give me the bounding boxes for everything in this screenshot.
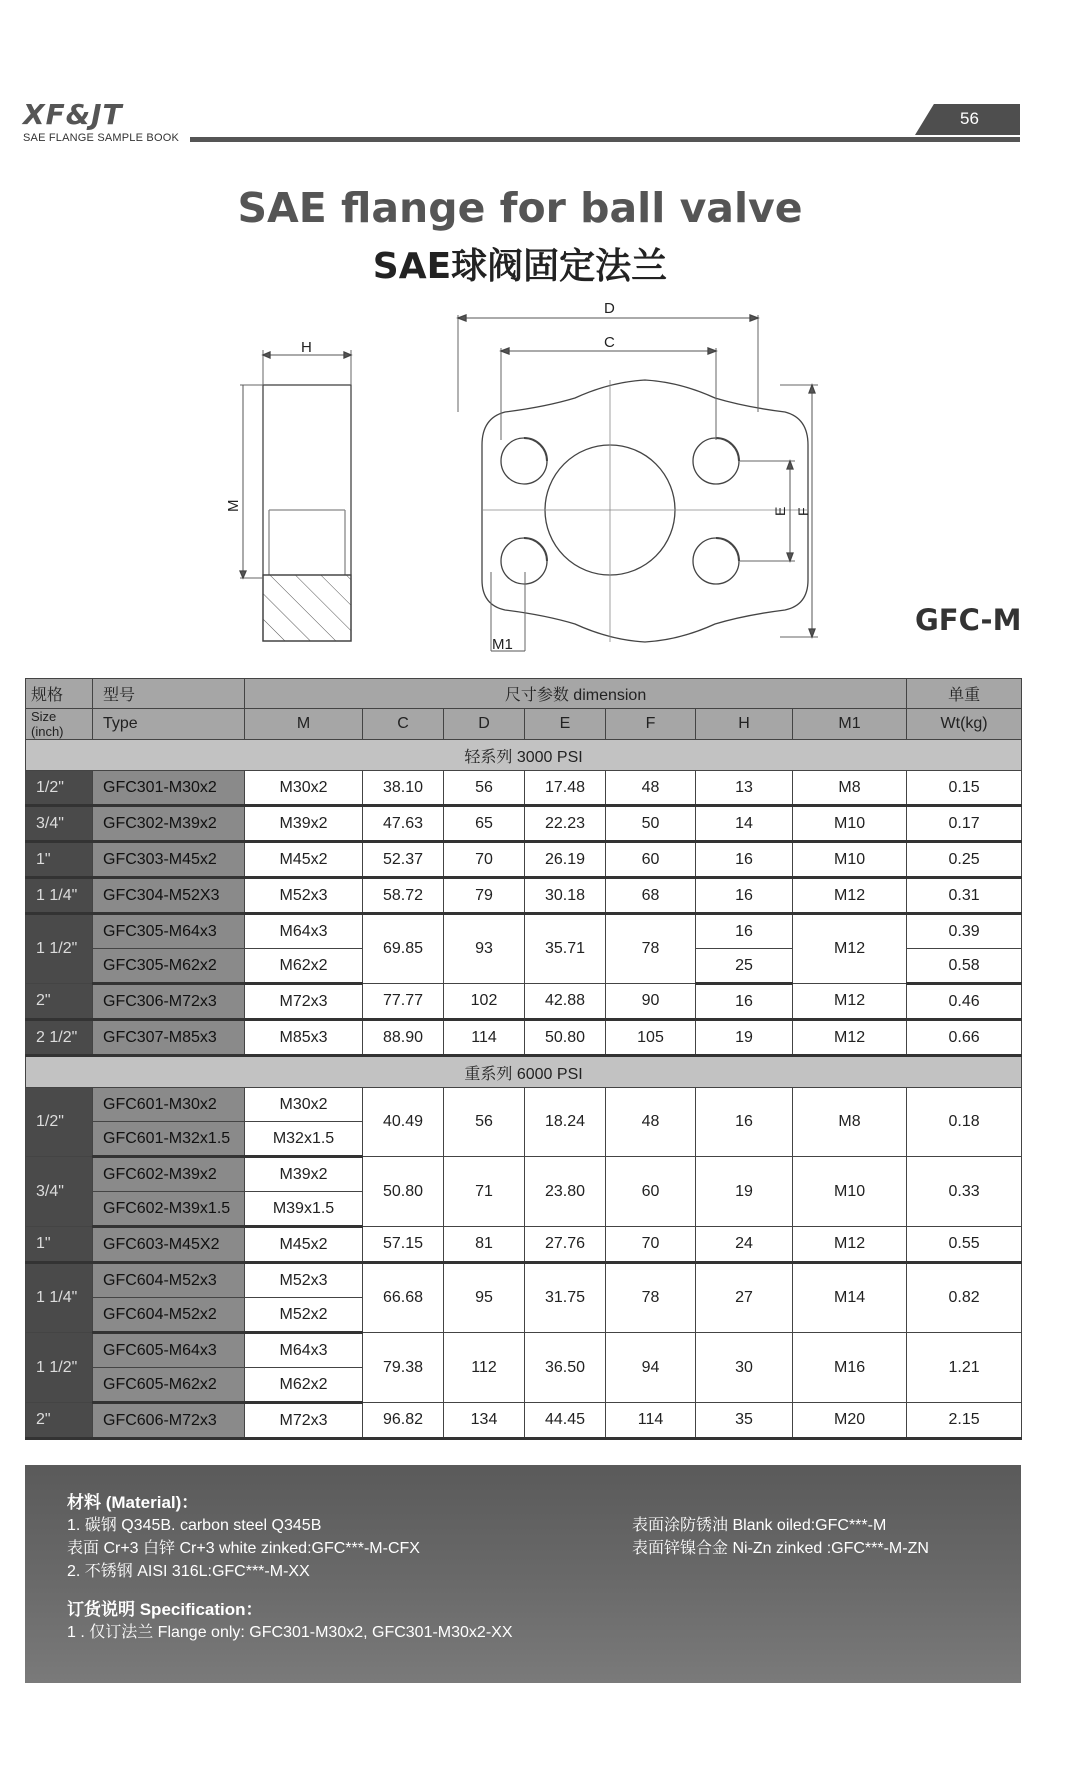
spec-line-1: 1 . 仅订法兰 Flange only: GFC301-M30x2, GFC301-M30x2-XX xyxy=(67,1624,513,1641)
dim-f-cell: 114 xyxy=(606,1403,696,1439)
dim-d-cell: 95 xyxy=(444,1263,525,1333)
dim-h-cell: 16 xyxy=(696,1088,793,1157)
model-code: GFC-M xyxy=(915,603,1022,637)
weight-cell: 0.82 xyxy=(907,1263,1022,1333)
dim-c-cell: 96.82 xyxy=(363,1403,444,1439)
bolt-m1-cell: M8 xyxy=(793,771,907,806)
dim-h-cell: 16 xyxy=(696,878,793,914)
section-header-row xyxy=(26,1056,1022,1088)
table-row xyxy=(26,771,1022,806)
header-type-cn: 型号 xyxy=(93,679,245,709)
thread-m-cell: M39x2 xyxy=(245,1157,363,1192)
type-cell: GFC304-M52X3 xyxy=(93,878,245,914)
weight-cell: 2.15 xyxy=(907,1403,1022,1439)
dim-e-cell: 42.88 xyxy=(525,984,606,1020)
dim-f-cell: 60 xyxy=(606,842,696,878)
weight-cell: 0.31 xyxy=(907,878,1022,914)
dim-d-cell: 56 xyxy=(444,771,525,806)
dim-c-cell: 58.72 xyxy=(363,878,444,914)
size-cell: 1 1/4" xyxy=(26,878,93,914)
dim-h-cell: 13 xyxy=(696,771,793,806)
dim-e-cell: 36.50 xyxy=(525,1333,606,1403)
dim-e-cell: 30.18 xyxy=(525,878,606,914)
type-cell: GFC604-M52x2 xyxy=(93,1298,245,1333)
bolt-m1-cell: M12 xyxy=(793,1020,907,1056)
type-cell: GFC602-M39x1.5 xyxy=(93,1192,245,1227)
header-rule xyxy=(190,137,1020,142)
dim-f-cell: 60 xyxy=(606,1157,696,1227)
material-line-2: 2. 不锈钢 AISI 316L:GFC***-M-XX xyxy=(67,1563,310,1580)
header-dimension: 尺寸参数 dimension xyxy=(245,679,907,709)
dim-d-cell: 112 xyxy=(444,1333,525,1403)
weight-cell: 1.21 xyxy=(907,1333,1022,1403)
brand-subtitle: SAE FLANGE SAMPLE BOOK xyxy=(23,132,180,144)
dim-e-cell: 44.45 xyxy=(525,1403,606,1439)
weight-cell: 0.33 xyxy=(907,1157,1022,1227)
dim-label-e: E xyxy=(772,506,788,516)
header-col-c: C xyxy=(363,709,444,740)
table-row xyxy=(26,1088,1022,1122)
front-view xyxy=(458,315,818,651)
dim-h-cell: 30 xyxy=(696,1333,793,1403)
thread-m-cell: M52x3 xyxy=(245,878,363,914)
dim-c-cell: 52.37 xyxy=(363,842,444,878)
table-row xyxy=(26,1403,1022,1439)
thread-m-cell: M39x2 xyxy=(245,806,363,842)
size-cell: 1/2" xyxy=(26,771,93,806)
dim-h-cell: 14 xyxy=(696,806,793,842)
header-weight-en: Wt(kg) xyxy=(907,709,1022,740)
dim-d-cell: 102 xyxy=(444,984,525,1020)
dim-f-cell: 70 xyxy=(606,1227,696,1263)
weight-cell: 0.17 xyxy=(907,806,1022,842)
size-cell: 3/4" xyxy=(26,1157,93,1227)
dim-e-cell: 35.71 xyxy=(525,914,606,984)
type-cell: GFC606-M72x3 xyxy=(93,1403,245,1439)
dim-h-cell: 16 xyxy=(696,842,793,878)
type-cell: GFC301-M30x2 xyxy=(93,771,245,806)
type-cell: GFC601-M30x2 xyxy=(93,1088,245,1122)
table-row xyxy=(26,1020,1022,1056)
thread-m-cell: M32x1.5 xyxy=(245,1122,363,1157)
size-cell: 1" xyxy=(26,1227,93,1263)
spec-title: 订货说明 Specification： xyxy=(67,1600,263,1619)
dim-c-cell: 40.49 xyxy=(363,1088,444,1157)
dim-d-cell: 71 xyxy=(444,1157,525,1227)
dim-e-cell: 18.24 xyxy=(525,1088,606,1157)
dim-f-cell: 48 xyxy=(606,1088,696,1157)
dim-e-cell: 50.80 xyxy=(525,1020,606,1056)
table-row xyxy=(26,984,1022,1020)
dim-f-cell: 50 xyxy=(606,806,696,842)
type-cell: GFC605-M62x2 xyxy=(93,1368,245,1403)
dim-c-cell: 47.63 xyxy=(363,806,444,842)
dim-e-cell: 27.76 xyxy=(525,1227,606,1263)
surface-line-2: 表面锌镍合金 Ni-Zn zinked :GFC***-M-ZN xyxy=(632,1540,929,1557)
dim-e-cell: 31.75 xyxy=(525,1263,606,1333)
dim-f-cell: 90 xyxy=(606,984,696,1020)
dim-f-cell: 78 xyxy=(606,914,696,984)
size-cell: 1" xyxy=(26,842,93,878)
side-view xyxy=(240,350,351,641)
type-cell: GFC601-M32x1.5 xyxy=(93,1122,245,1157)
bolt-m1-cell: M10 xyxy=(793,806,907,842)
dim-e-cell: 17.48 xyxy=(525,771,606,806)
type-cell: GFC307-M85x3 xyxy=(93,1020,245,1056)
material-line-1b: 表面 Cr+3 白锌 Cr+3 white zinked:GFC***-M-CFX xyxy=(67,1540,420,1557)
type-cell: GFC303-M45x2 xyxy=(93,842,245,878)
type-cell: GFC305-M64x3 xyxy=(93,914,245,949)
dim-d-cell: 134 xyxy=(444,1403,525,1439)
bolt-m1-cell: M8 xyxy=(793,1088,907,1157)
dim-d-cell: 65 xyxy=(444,806,525,842)
thread-m-cell: M30x2 xyxy=(245,771,363,806)
table-row xyxy=(26,806,1022,842)
type-cell: GFC306-M72x3 xyxy=(93,984,245,1020)
bolt-m1-cell: M10 xyxy=(793,1157,907,1227)
bolt-m1-cell: M12 xyxy=(793,984,907,1020)
size-cell: 1 1/2" xyxy=(26,914,93,984)
dim-h-cell: 16 xyxy=(696,914,793,949)
weight-cell: 0.39 xyxy=(907,914,1022,949)
material-line-1: 1. 碳钢 Q345B. carbon steel Q345B xyxy=(67,1517,322,1534)
dim-e-cell: 23.80 xyxy=(525,1157,606,1227)
page-number: 56 xyxy=(960,109,979,128)
table-row xyxy=(26,878,1022,914)
bolt-m1-cell: M12 xyxy=(793,1227,907,1263)
dim-label-h: H xyxy=(301,339,312,356)
bolt-m1-cell: M20 xyxy=(793,1403,907,1439)
table-row xyxy=(26,914,1022,949)
type-cell: GFC302-M39x2 xyxy=(93,806,245,842)
header-col-e: E xyxy=(525,709,606,740)
thread-m-cell: M64x3 xyxy=(245,1333,363,1368)
dim-label-m: M xyxy=(225,499,242,512)
thread-m-cell: M62x2 xyxy=(245,1368,363,1403)
size-cell: 2 1/2" xyxy=(26,1020,93,1056)
dim-f-cell: 78 xyxy=(606,1263,696,1333)
dim-d-cell: 79 xyxy=(444,878,525,914)
bolt-m1-cell: M12 xyxy=(793,914,907,984)
size-cell: 3/4" xyxy=(26,806,93,842)
dim-d-cell: 81 xyxy=(444,1227,525,1263)
thread-m-cell: M52x2 xyxy=(245,1298,363,1333)
thread-m-cell: M45x2 xyxy=(245,842,363,878)
type-cell: GFC305-M62x2 xyxy=(93,949,245,984)
weight-cell: 0.18 xyxy=(907,1088,1022,1157)
dim-h-cell: 16 xyxy=(696,984,793,1020)
bolt-m1-cell: M12 xyxy=(793,878,907,914)
thread-m-cell: M30x2 xyxy=(245,1088,363,1122)
bolt-m1-cell: M14 xyxy=(793,1263,907,1333)
size-cell: 1 1/2" xyxy=(26,1333,93,1403)
dim-h-cell: 27 xyxy=(696,1263,793,1333)
section-title: 轻系列 3000 PSI xyxy=(26,740,1022,771)
thread-m-cell: M45x2 xyxy=(245,1227,363,1263)
section-header-row xyxy=(26,740,1022,771)
table-row xyxy=(26,1157,1022,1192)
bolt-m1-cell: M16 xyxy=(793,1333,907,1403)
dim-label-d: D xyxy=(604,300,615,317)
dim-d-cell: 56 xyxy=(444,1088,525,1157)
thread-m-cell: M72x3 xyxy=(245,984,363,1020)
header-type-en: Type xyxy=(93,709,245,740)
dim-c-cell: 57.15 xyxy=(363,1227,444,1263)
dim-c-cell: 66.68 xyxy=(363,1263,444,1333)
page-title-cn: SAE球阀固定法兰 xyxy=(372,246,668,287)
type-cell: GFC605-M64x3 xyxy=(93,1333,245,1368)
type-cell: GFC603-M45X2 xyxy=(93,1227,245,1263)
dim-f-cell: 94 xyxy=(606,1333,696,1403)
dim-c-cell: 38.10 xyxy=(363,771,444,806)
header-weight-cn: 单重 xyxy=(907,679,1022,709)
page-title-en: SAE flange for ball valve xyxy=(237,184,803,232)
weight-cell: 0.46 xyxy=(907,984,1022,1020)
thread-m-cell: M72x3 xyxy=(245,1403,363,1439)
dim-h-cell: 35 xyxy=(696,1403,793,1439)
dim-c-cell: 77.77 xyxy=(363,984,444,1020)
header-size-en: Size (inch) xyxy=(26,709,93,740)
dim-h-cell: 19 xyxy=(696,1157,793,1227)
info-box xyxy=(25,1465,1021,1683)
thread-m-cell: M64x3 xyxy=(245,914,363,949)
weight-cell: 0.58 xyxy=(907,949,1022,984)
dim-e-cell: 26.19 xyxy=(525,842,606,878)
dim-c-cell: 79.38 xyxy=(363,1333,444,1403)
dim-d-cell: 70 xyxy=(444,842,525,878)
header-col-f: F xyxy=(606,709,696,740)
header-col-h: H xyxy=(696,709,793,740)
bolt-m1-cell: M10 xyxy=(793,842,907,878)
thread-m-cell: M52x3 xyxy=(245,1263,363,1298)
spec-table xyxy=(25,678,1022,1440)
header-col-m: M xyxy=(245,709,363,740)
weight-cell: 0.55 xyxy=(907,1227,1022,1263)
dim-h-cell: 24 xyxy=(696,1227,793,1263)
dim-label-f: F xyxy=(795,507,811,516)
dim-h-cell: 25 xyxy=(696,949,793,984)
table-row xyxy=(26,1263,1022,1298)
brand-logo: XF&JT xyxy=(23,98,123,131)
header-size-cn: 规格 xyxy=(26,679,93,709)
dim-e-cell: 22.23 xyxy=(525,806,606,842)
thread-m-cell: M62x2 xyxy=(245,949,363,984)
size-cell: 1 1/4" xyxy=(26,1263,93,1333)
weight-cell: 0.66 xyxy=(907,1020,1022,1056)
dim-label-m1: M1 xyxy=(492,636,513,653)
size-cell: 2" xyxy=(26,1403,93,1439)
header-col-m1: M1 xyxy=(793,709,907,740)
table-row xyxy=(26,1227,1022,1263)
dim-d-cell: 93 xyxy=(444,914,525,984)
type-cell: GFC604-M52x3 xyxy=(93,1263,245,1298)
section-title: 重系列 6000 PSI xyxy=(26,1056,1022,1088)
dim-c-cell: 88.90 xyxy=(363,1020,444,1056)
type-cell: GFC602-M39x2 xyxy=(93,1157,245,1192)
dim-h-cell: 19 xyxy=(696,1020,793,1056)
size-cell: 1/2" xyxy=(26,1088,93,1157)
thread-m-cell: M39x1.5 xyxy=(245,1192,363,1227)
dim-f-cell: 48 xyxy=(606,771,696,806)
header-col-d: D xyxy=(444,709,525,740)
weight-cell: 0.25 xyxy=(907,842,1022,878)
table-row xyxy=(26,842,1022,878)
surface-line-1: 表面涂防锈油 Blank oiled:GFC***-M xyxy=(632,1517,887,1534)
dim-c-cell: 69.85 xyxy=(363,914,444,984)
thread-m-cell: M85x3 xyxy=(245,1020,363,1056)
dim-f-cell: 68 xyxy=(606,878,696,914)
dim-c-cell: 50.80 xyxy=(363,1157,444,1227)
size-cell: 2" xyxy=(26,984,93,1020)
dim-label-c: C xyxy=(604,334,615,351)
dim-d-cell: 114 xyxy=(444,1020,525,1056)
dim-f-cell: 105 xyxy=(606,1020,696,1056)
table-row xyxy=(26,1333,1022,1368)
weight-cell: 0.15 xyxy=(907,771,1022,806)
material-title: 材料 (Material)： xyxy=(67,1493,199,1512)
